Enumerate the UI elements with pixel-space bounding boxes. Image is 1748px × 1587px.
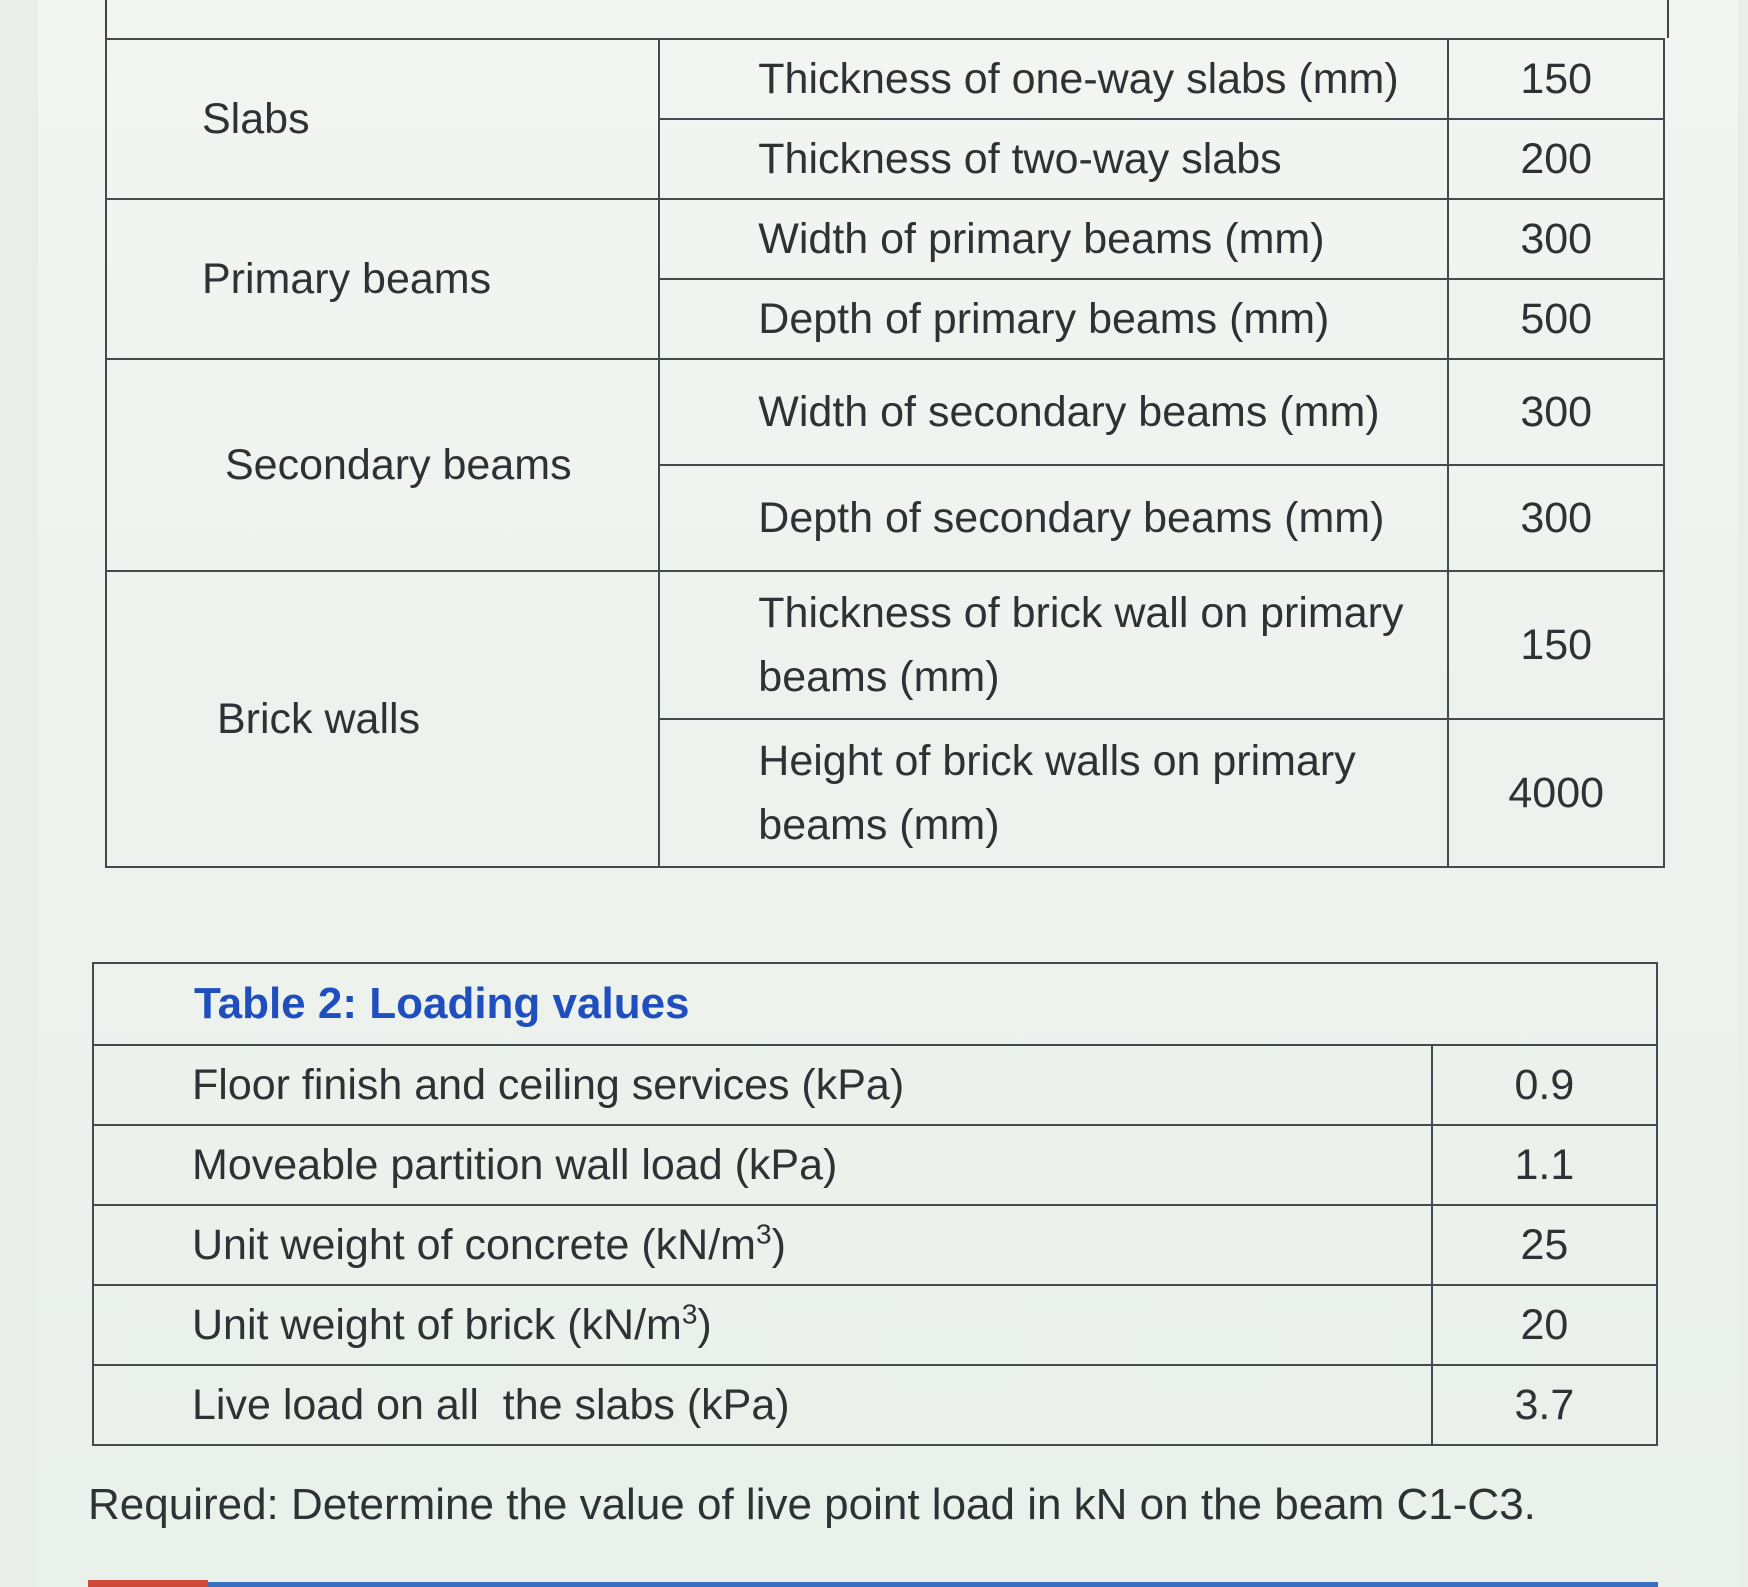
superscript: 3 (681, 1298, 698, 1330)
load-label: Floor finish and ceiling services (kPa) (93, 1045, 1432, 1125)
required-statement: Required: Determine the value of live point load in kN on the beam C1-C3. (88, 1480, 1536, 1529)
param-label: Width of secondary beams (mm) (659, 359, 1448, 465)
table-top-edge (105, 0, 1669, 38)
table-row (106, 571, 1664, 719)
group-label-secondary-beams: Secondary beams (106, 359, 659, 571)
load-value: 1.1 (1432, 1125, 1657, 1205)
load-value: 3.7 (1432, 1365, 1657, 1445)
group-label-brick-walls: Brick walls (106, 571, 659, 867)
load-label-suffix: ) (771, 1221, 786, 1269)
param-label: Width of primary beams (mm) (659, 199, 1448, 279)
bottom-accent-mark (88, 1580, 208, 1587)
table-row (93, 1125, 1657, 1205)
load-value: 0.9 (1432, 1045, 1657, 1125)
table-row (93, 1045, 1657, 1125)
param-value: 200 (1448, 119, 1664, 199)
param-value: 300 (1448, 199, 1664, 279)
load-label-text: Unit weight of brick (kN/m (192, 1301, 682, 1349)
param-label: Depth of primary beams (mm) (659, 279, 1448, 359)
group-label-slabs: Slabs (106, 39, 659, 199)
group-label-primary-beams: Primary beams (106, 199, 659, 359)
param-value: 4000 (1448, 719, 1664, 867)
param-label: Thickness of brick wall on primary beams (mm) (659, 571, 1448, 719)
param-value: 300 (1448, 359, 1664, 465)
load-label-suffix: ) (697, 1301, 712, 1349)
load-value: 25 (1432, 1205, 1657, 1285)
param-label: Thickness of one-way slabs (mm) (659, 39, 1448, 119)
table-title: Table 2: Loading values (93, 963, 1657, 1045)
load-label (93, 1205, 1432, 1285)
table-row (93, 1205, 1657, 1285)
table-row (93, 1365, 1657, 1445)
load-label (93, 1285, 1432, 1365)
superscript: 3 (755, 1218, 772, 1250)
param-value: 150 (1448, 39, 1664, 119)
member-dimensions-table (105, 38, 1665, 868)
param-value: 150 (1448, 571, 1664, 719)
load-label: Live load on all the slabs (kPa) (93, 1365, 1432, 1445)
table-row (106, 199, 1664, 279)
param-label: Depth of secondary beams (mm) (659, 465, 1448, 571)
param-label: Thickness of two-way slabs (659, 119, 1448, 199)
param-label: Height of brick walls on primary beams (mm) (659, 719, 1448, 867)
param-value: 300 (1448, 465, 1664, 571)
load-value: 20 (1432, 1285, 1657, 1365)
load-label: Moveable partition wall load (kPa) (93, 1125, 1432, 1205)
table-row (106, 39, 1664, 119)
loading-values-table (92, 962, 1658, 1446)
table-row (106, 359, 1664, 465)
load-label-text: Unit weight of concrete (kN/m (192, 1221, 756, 1269)
table-row (93, 1285, 1657, 1365)
bottom-accent-line (208, 1582, 1658, 1587)
param-value: 500 (1448, 279, 1664, 359)
table-title-row (93, 963, 1657, 1045)
